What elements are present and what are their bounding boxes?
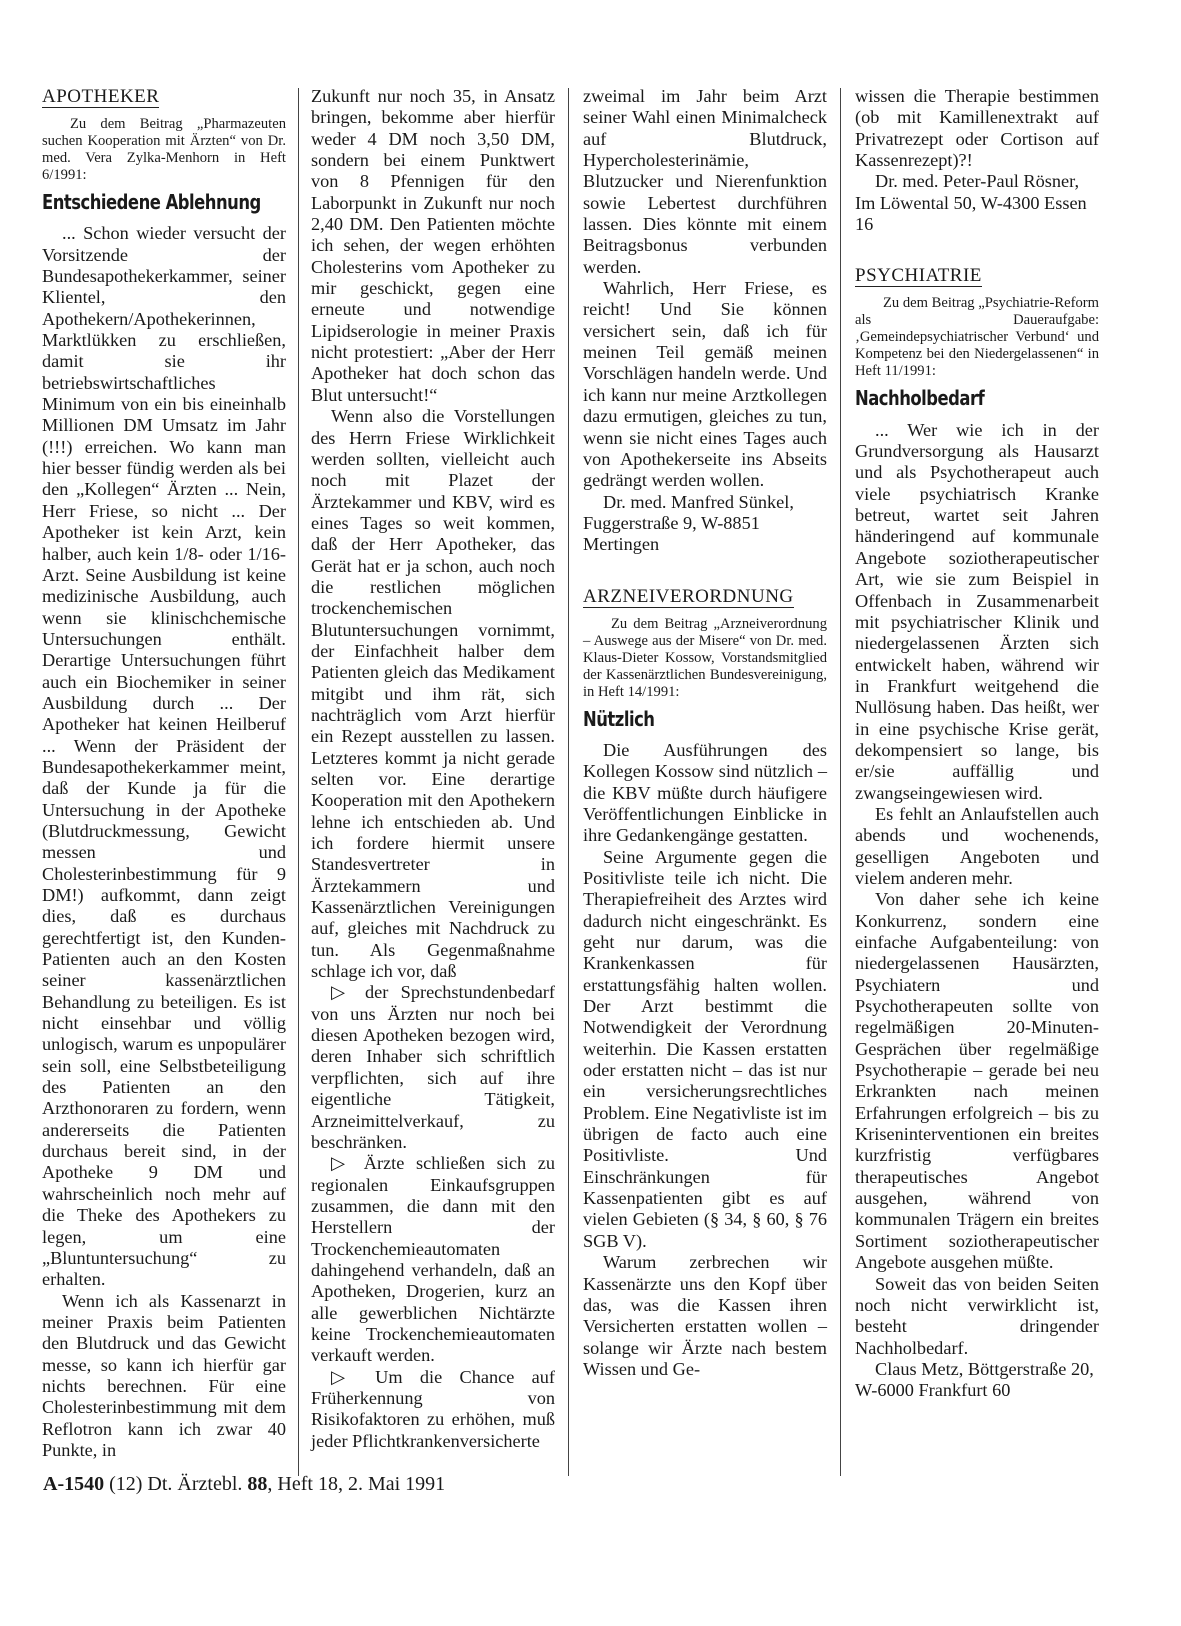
section-label-arzneiverordnung: ARZNEIVERORDNUNG — [583, 585, 794, 607]
page-number: A-1540 — [43, 1473, 105, 1495]
letter-paragraph: ... Schon wieder versucht der Vorsitzende der Bundesapothekerkammer, seiner Klientel, den Apothekern/Apothekerinnen, Marktlükken zu erschließen, damit sie ihr betriebswirtschaftliches Minimum von ein bis eineinhalb Millionen DM Umsatz im Jahr (!!!) erreichen. Wo kann man hier besser fündig werden als bei den „Kollegen“ Ärzten ... Nein, Herr Friese, so nicht ... Der Apotheker ist kein Arzt, kein halber, auch kein 1/8- oder 1/16-Arzt. Seine Ausbildung ist keine medizinische Ausbildung, auch wenn sie klinischchemische Untersuchungen enthält. Derartige Untersuchungen führt auch ein Biochemiker in seiner Ausbildung durch ... Der Apotheker hat keinen Heilberuf ... Wenn der Präsident der Bundesapothekerkammer meint, daß der Kunde ja für die Untersuchung in der Apotheke (Blutdruckmessung, Gewicht messen und Cholesterinbestimmung für 9 DM!) aufkommt, dann zeigt dies, daß es durchaus gerechtfertigt ist, den Kunden-Patienten auch an den Kosten seiner kassenärztlichen Behandlung zu beteiligen. Es ist nicht einsehbar und völlig unlogisch, warum es unpopulärer sein soll, eine Selbstbeteiligung des Patienten an den Arzthonoraren zu fordern, wenn andererseits die Patienten durchaus bereit sind, in der Apotheke 9 DM und wahrscheinlich noch mehr auf die Theke des Apothekers zu legen, um eine „Bluntuntersuchung“ zu erhalten. — [42, 223, 286, 1290]
column-rule — [840, 88, 841, 1476]
letter-paragraph: Wenn also die Vorstellungen des Herrn Friese Wirklichkeit werden sollten, vielleicht auch noch mit Plazet der Ärztekammer und KBV, wird es eines Tages so weit kommen, daß der Herr Apotheker, das Gerät hat er ja schon, auch noch die restlichen möglichen trockenchemischen Blutuntersuchungen vornimmt, der Einfachheit halber dem Patienten gleich das Medikament mitgibt und ihm rät, sich nachträglich vom Arzt hierfür ein Rezept ausstellen zu lassen. Letzteres kommt ja nicht gerade selten vor. Eine derartige Kooperation mit den Apothekern lehne ich entschieden ab. Und ich fordere hiermit unsere Standesvertreter in Ärztekammern und Kassenärztlichen Vereinigungen auf, gleiches mit Nachdruck zu tun. Als Gegenmaßnahme schlage ich vor, daß — [311, 406, 555, 982]
letter-headline: Nützlich — [583, 706, 655, 731]
letter-paragraph: Wenn ich als Kassenarzt in meiner Praxis beim Patienten den Blutdruck und das Gewicht messe, so kann ich hierfür gar nichts berechnen. Für eine Cholesterinbestimmung mit dem Reflotron kann ich zwar 40 Punkte, in — [42, 1290, 286, 1460]
letter-paragraph: ... Wer wie ich in der Grundversorgung als Hausarzt und als Psychotherapeut auch viele psychiatrisch Kranke betreut, wartet seit Jahren händeringend auf kommunale Angebote soziotherapeutischer Art, wie sie zum Beispiel in Offenbach in Zusammenarbeit mit psychiatrischer Klinik und niedergelassenen Ärzten sich entwickelt haben, während wir in Frankfurt weitgehend die Nullösung haben. Das heißt, wer in eine psychische Krise gerät, dekompensiert so lange, bis er/sie auffällig und zwangseingewiesen wird. — [855, 419, 1099, 803]
letter-paragraph: Seine Argumente gegen die Positivliste teile ich nicht. Die Therapiefreiheit des Arztes wird dadurch nicht eingeschränkt. Es geht nur darum, was die Krankenkassen für erstattungsfähig halten wollen. Der Arzt bestimmt die Notwendigkeit der Verordnung weiterhin. Die Kassen erstatten oder erstatten nicht – das ist nur ein versicherungsrechtliches Problem. Eine Negativliste ist im übrigen de facto auch eine Positivliste. Und Einschränkungen für Kassenpatienten gibt es auf vielen Gebieten (§ 34, § 60, § 76 SGB V). — [583, 846, 827, 1251]
proposal-item: ▷ Um die Chance auf Früherkennung von Risikofaktoren zu erhöhen, muß jeder Pflichtkrankenversicherte — [311, 1366, 555, 1451]
letter-paragraph: Die Ausführungen des Kollegen Kossow sind nützlich – die KBV müßte durch häufigere Veröffentlichungen Einblicke in ihre Gedankengänge gestatten. — [583, 739, 827, 846]
letter-signature: Dr. med. Manfred Sünkel, Fuggerstraße 9, W-8851 Mertingen — [583, 491, 794, 555]
column-rule — [568, 88, 569, 1476]
issue-date: , Heft 18, 2. Mai 1991 — [267, 1473, 446, 1495]
page-footer — [43, 1472, 445, 1496]
letter-headline: Nachholbedarf — [855, 386, 985, 411]
letter-paragraph: Es fehlt an Anlaufstellen auch abends und wochenends, geselligen Angeboten und vielem anderen mehr. — [855, 803, 1099, 888]
letter-signature: Dr. med. Peter-Paul Rösner, Im Löwental 50, W-4300 Essen 16 — [855, 171, 1087, 235]
letter-paragraph: Warum zerbrechen wir Kassenärzte uns den Kopf über das, was die Kassen ihren Versicherten erstatten wollen – solange wir Ärzte nach bestem Wissen und Ge- — [583, 1252, 827, 1379]
letter-paragraph: Wahrlich, Herr Friese, es reicht! Und Sie können versichert sein, daß ich für meinen Teil gemäß meinen Vorschlägen handeln werde. Und ich kann nur meine Arztkollegen dazu ermutigen, gleiches zu tun, wenn sie nicht eines Tages auch von Apothekerseite ins Abseits gedrängt werden wollen. — [583, 278, 827, 491]
letter-paragraph: zweimal im Jahr beim Arzt seiner Wahl einen Minimalcheck auf Blutdruck, Hypercholesterinämie, Blutzucker und Nierenfunktion sowie Lebertest durchführen lassen. Dies könnte mit einem Beitragsbonus verbunden werden. — [583, 86, 827, 277]
journal-volume: 88 — [247, 1473, 268, 1495]
letter-paragraph: Von daher sehe ich keine Konkurrenz, sondern eine einfache Aufgabenteilung: von niedergelassenen Hausärzten, Psychiatern und Psychotherapeuten sollte von regelmäßigen 20-Minuten-Gesprächen über regelmäßige Psychotherapie – gerade bei neu Erkrankten nach meinen Erfahrungen erfolgreich – bis zu Kriseninterventionen ein breites kurzfristig verfügbares therapeutisches Angebot ausgehen, während von kommunalen Trägern ein breites Sortiment soziotherapeutischer Angebote ausgehen müßte. — [855, 889, 1099, 1273]
proposal-item: ▷ der Sprechstundenbedarf von uns Ärzten nur noch bei diesen Apotheken bezogen wird, deren Inhaber sich schriftlich verpflichten, sich auf ihre eigentliche Tätigkeit, Arzneimittelverkauf, zu beschränken. — [311, 982, 555, 1152]
letter-paragraph: wissen die Therapie bestimmen (ob mit Kamillenextrakt auf Privatrezept oder Cortison auf Kassenrezept)?! — [855, 86, 1099, 171]
proposal-item: ▷ Ärzte schließen sich zu regionalen Einkaufsgruppen zusammen, die dann mit den Herstellern der Trockenchemieautomaten dahingehend verhandeln, daß an Apotheken, Drogerien, kurz an alle gewerblichen Nichtärzte keine Trockenchemieautomaten verkauft werden. — [311, 1153, 555, 1366]
column-rule — [298, 88, 299, 1476]
spacer — [583, 556, 827, 586]
spacer — [855, 235, 1099, 265]
journal-name: (12) Dt. Ärztebl. — [109, 1473, 243, 1495]
article-reference: Zu dem Beitrag „Psychiatrie-Reform als Daueraufgabe: ‚Gemeindepsychiatrischer Verbund‘ und Kompetenz bei den Niedergelassenen“ in Heft 11/1991: — [855, 295, 1099, 380]
column-3 — [583, 86, 827, 1380]
section-label-psychiatrie: PSYCHIATRIE — [855, 265, 982, 287]
column-2 — [311, 86, 555, 1452]
column-1 — [42, 86, 286, 1461]
column-4 — [855, 86, 1099, 1402]
section-label-apotheker: APOTHEKER — [42, 86, 160, 107]
letter-headline: Entschiedene Ablehnung — [42, 190, 261, 214]
letter-signature: Claus Metz, Böttgerstraße 20, W-6000 Frankfurt 60 — [855, 1358, 1094, 1401]
letter-paragraph: Zukunft nur noch 35, in Ansatz bringen, bekomme aber hierfür weder 4 DM noch 3,50 DM, sondern bei einem Punktwert von 8 Pfennigen für den Laborpunkt in Zukunft nur noch 2,40 DM. Den Patienten möchte ich sehen, der wegen erhöhten Cholesterins vom Apotheker zu mir geschickt, gegen eine erneute und notwendige Lipidserologie in meiner Praxis nicht protestiert: „Aber der Herr Apotheker hat doch schon das Blut untersucht!“ — [311, 86, 555, 405]
article-reference: Zu dem Beitrag „Arzneiverordnung – Auswege aus der Misere“ von Dr. med. Klaus-Dieter Kossow, Vorstandsmitglied der Kassenärztlichen Bundesvereinigung, in Heft 14/1991: — [583, 615, 827, 700]
article-reference: Zu dem Beitrag „Pharmazeuten suchen Kooperation mit Ärzten“ von Dr. med. Vera Zylka-Menhorn in Heft 6/1991: — [42, 116, 286, 183]
letter-paragraph: Soweit das von beiden Seiten noch nicht verwirklicht ist, besteht dringender Nachholbedarf. — [855, 1273, 1099, 1358]
